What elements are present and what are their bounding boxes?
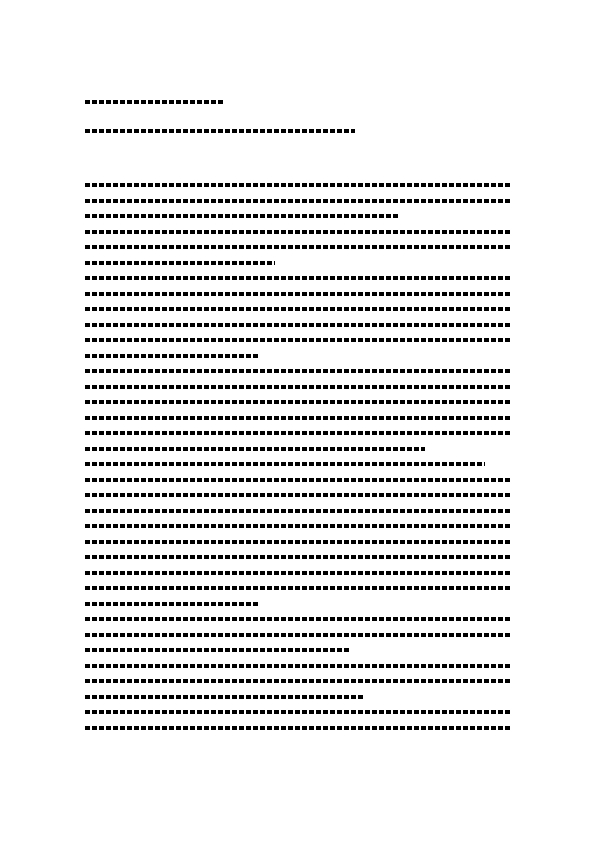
body-text-line: [85, 245, 510, 249]
body-text-line: [85, 540, 510, 544]
body-text-line: [85, 292, 510, 296]
subtitle-line: [85, 129, 355, 133]
body-text-line: [85, 431, 510, 435]
body-text-line: [85, 400, 510, 404]
body-text-line: [85, 664, 510, 668]
body-text-line: [85, 183, 510, 187]
body-text-line: [85, 726, 510, 730]
body-text-line: [85, 214, 400, 218]
body-text-line: [85, 199, 510, 203]
body-text-line: [85, 323, 510, 327]
body-text-line: [85, 648, 350, 652]
body-text-line: [85, 602, 260, 606]
body-text-line: [85, 276, 510, 280]
body-text-line: [85, 307, 510, 311]
body-text-line: [85, 695, 365, 699]
header-line: [85, 100, 225, 104]
body-text-line: [85, 369, 510, 373]
body-text-line: [85, 679, 510, 683]
body-text-line: [85, 230, 510, 234]
body-text-line: [85, 416, 510, 420]
body-text-line: [85, 354, 260, 358]
body-text-line: [85, 555, 510, 559]
body-text-line: [85, 586, 510, 590]
body-text-line: [85, 261, 275, 265]
body-text-line: [85, 710, 510, 714]
body-text-line: [85, 571, 510, 575]
body-text-line: [85, 462, 485, 466]
body-text-line: [85, 338, 510, 342]
body-text-line: [85, 633, 510, 637]
body-text-line: [85, 447, 425, 451]
body-text-line: [85, 493, 510, 497]
body-text-line: [85, 617, 510, 621]
body-text-line: [85, 478, 510, 482]
body-text-line: [85, 385, 510, 389]
body-text-line: [85, 509, 510, 513]
body-text-line: [85, 524, 510, 528]
